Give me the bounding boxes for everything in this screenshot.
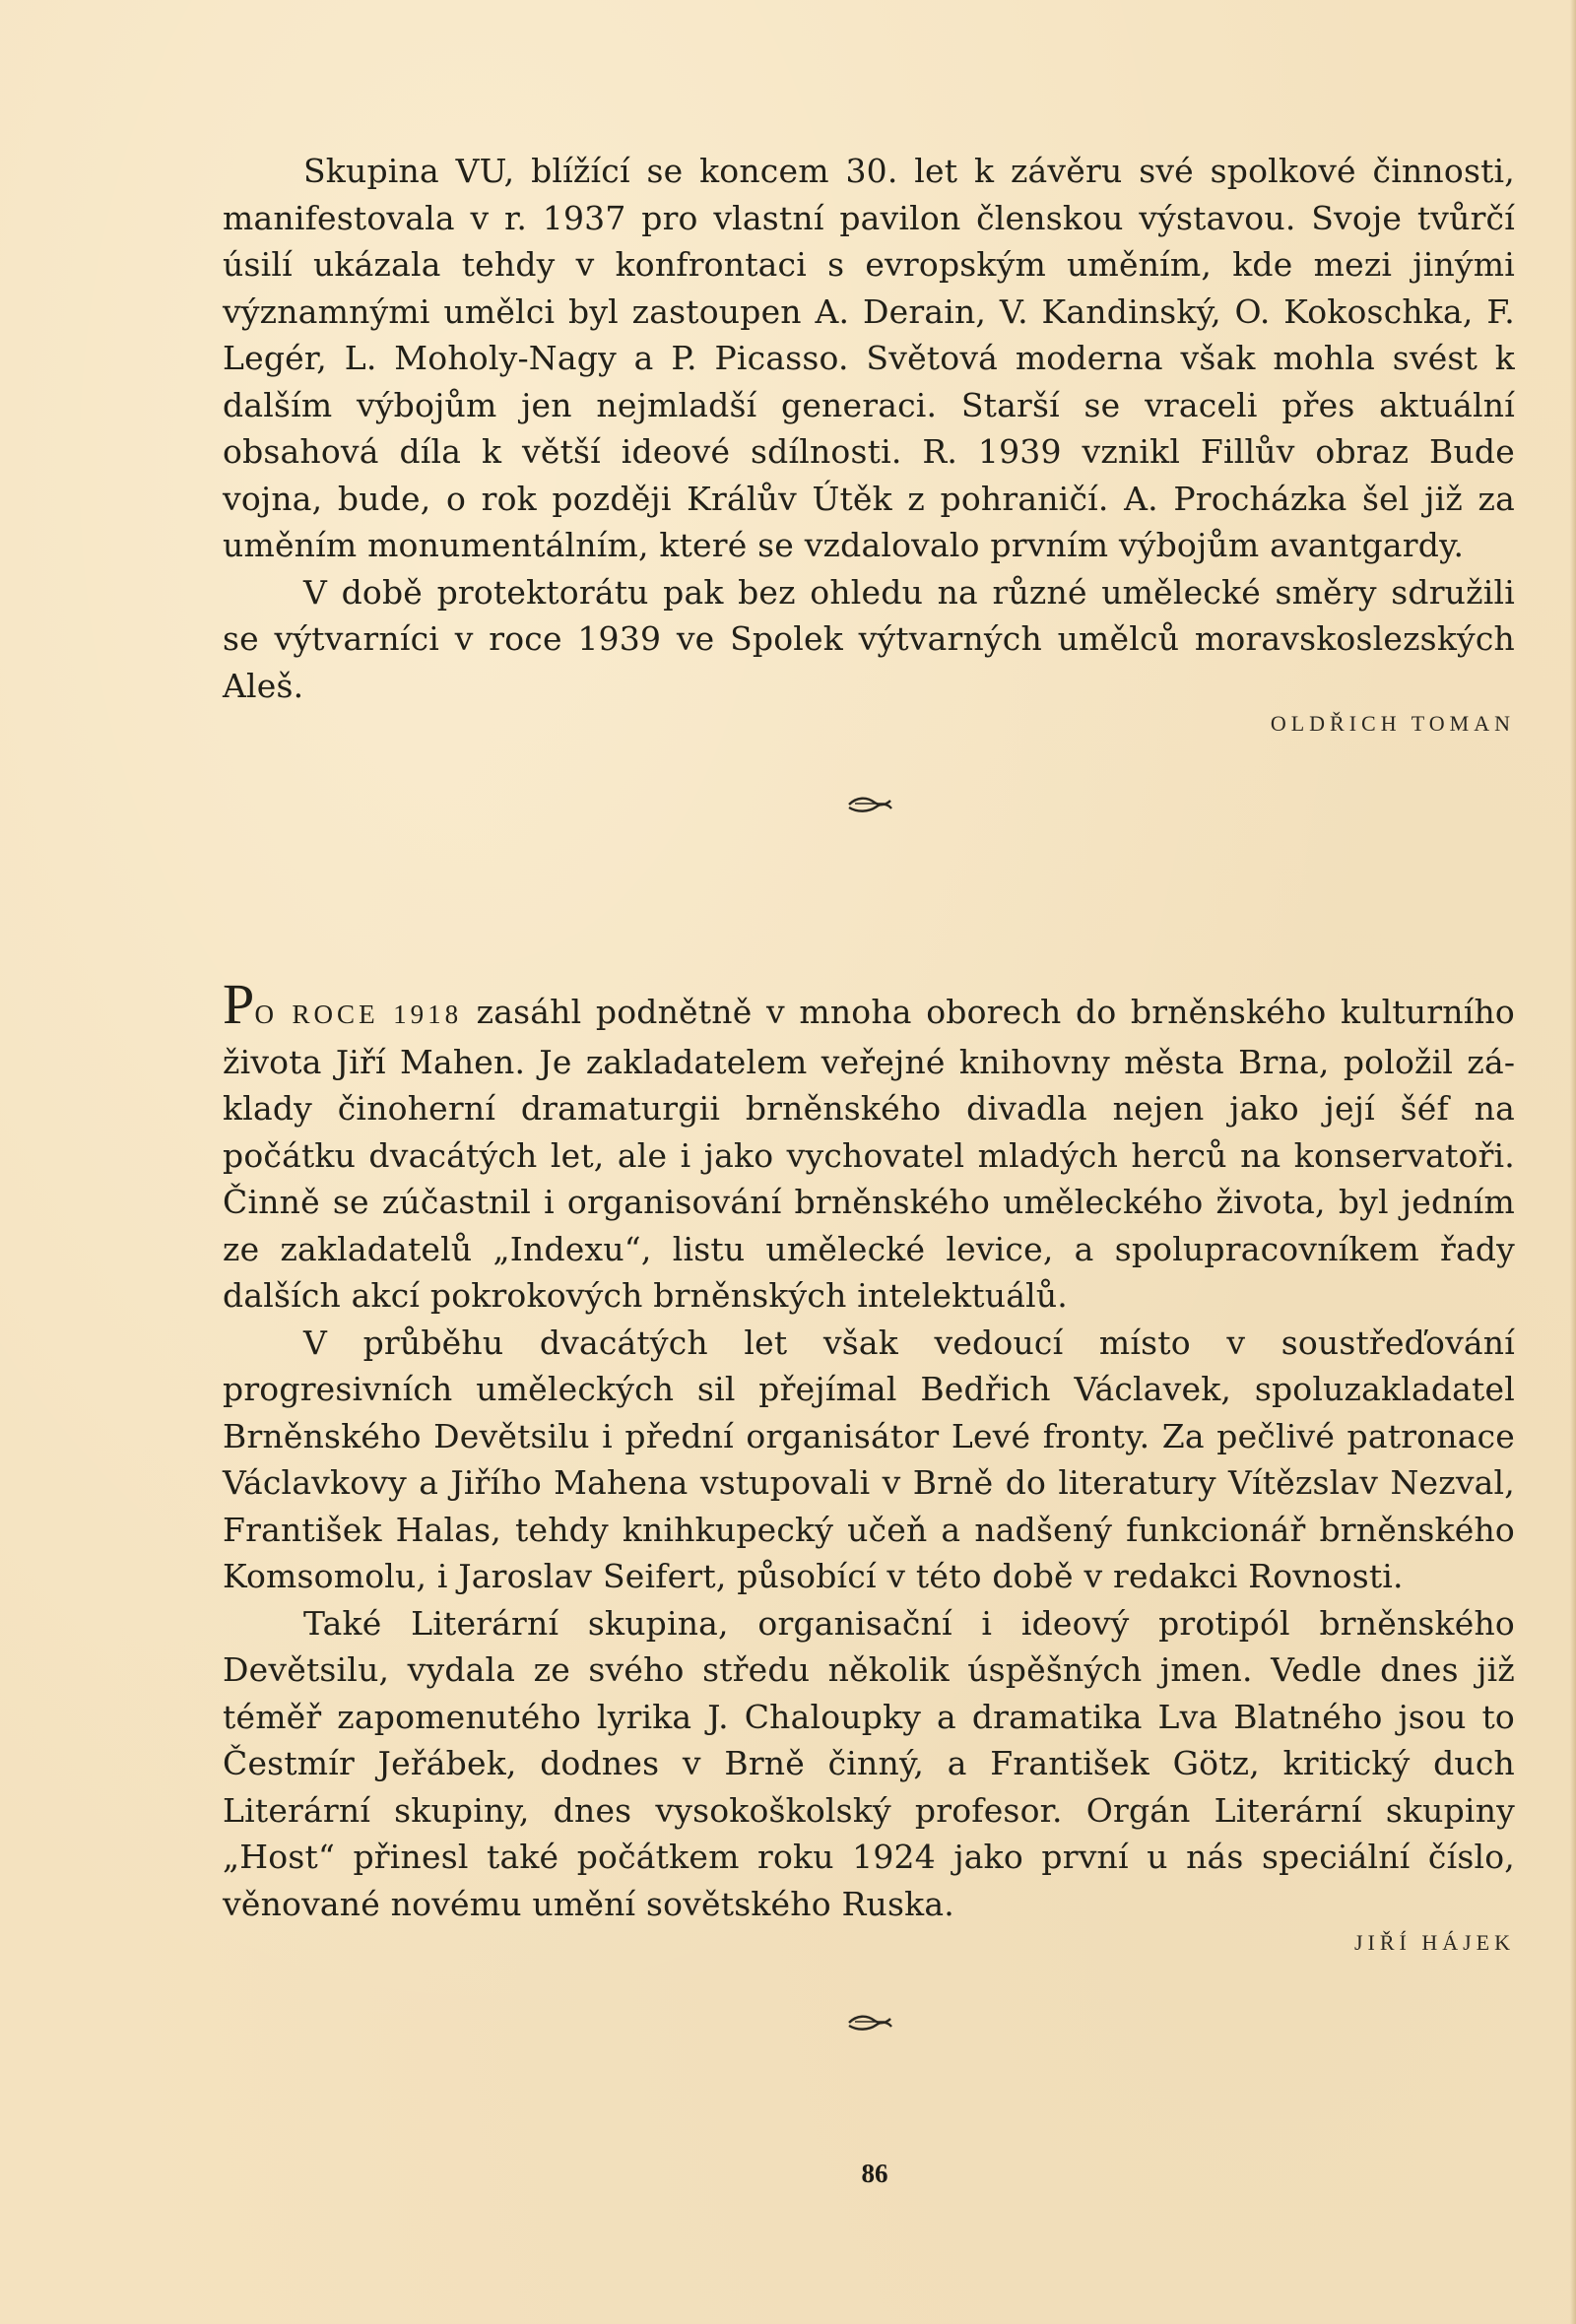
lead-smallcaps: O ROCE 1918 bbox=[254, 1000, 463, 1029]
fleuron-ornament-icon bbox=[845, 793, 894, 816]
paragraph-text: zasáhl podnětně v mnoha oborech do brněnského kulturního života Jiří Mahen. Je zakladatelem veřejné knihovny města Brna, položil základy činoherní dramaturgii brněnského divadla nejen jako její šéf na počátku dvacátých let, ale i jako vychovatel mladých herců na konservatoři. Činně se zúčastnil i organisování brněnského uměleckého života, byl jedním ze zakladatelů „Indexu“, listu umělecké levice, a spolupracovníkem řady dalších akcí pokrokových brněnských intelektuálů. bbox=[223, 993, 1515, 1315]
paragraph: Skupina VU, blížící se koncem 30. let k závěru své spolkové činnosti, manifestovala v r. 1937 pro vlastní pavilon členskou výstavou. Svoje tvůrčí úsilí ukázala tehdy v konfrontaci s evropským uměním, kde mezi jinými významnými umělci byl zastoupen A. Derain, V. Kandinský, O. Kokoschka, F. Legér, L. Moholy-Nagy a P. Picasso. Světová moderna však mohla svést k dalším výbojům jen nejmladší generaci. Starší se vraceli přes aktuální obsahová díla k větší ideové sdílnosti. R. 1939 vznikl Fillův obraz Bude vojna, bude, o rok později Králův Útěk z pohraničí. A. Procházka šel již za uměním monumentálním, které se vzdalovalo prvním výbojům avantgardy. bbox=[223, 152, 1515, 564]
paragraph: V době protektorátu pak bez ohledu na různé umělecké směry sdružili se výtvarníci v roce 1939 ve Spolek výtvarných umělců moravskoslezských Aleš. bbox=[223, 572, 1515, 705]
page-number: 86 bbox=[861, 2159, 888, 2188]
article-hajek bbox=[223, 972, 1515, 1927]
paragraph bbox=[223, 972, 1515, 1320]
article-toman bbox=[223, 148, 1515, 709]
fleuron-ornament-icon bbox=[845, 2011, 894, 2034]
drop-cap: P bbox=[223, 972, 255, 1036]
author-signature: JIŘÍ HÁJEK bbox=[1353, 1930, 1515, 1955]
paragraph: V průběhu dvacátých let však vedoucí místo v soustřeďování progresivních uměleckých sil přejímal Bedřich Václavek, spoluzakladatel Brněnského Devětsilu i přední organisátor Levé fronty. Za pečlivé patronace Václavkovy a Jiřího Mahena vstupovali v Brně do literatury Vítězslav Nezval, František Halas, tehdy knihkupecký učeň a nadšený funkcionář brněnského Komsomolu, i Jaroslav Seifert, působící v této době v redakci Rovnosti. bbox=[223, 1323, 1515, 1595]
author-signature: OLDŘICH TOMAN bbox=[1270, 711, 1515, 736]
page-edge bbox=[1570, 0, 1576, 2324]
paragraph: Také Literární skupina, organisační i ideový protipól brněnského Devětsilu, vydala ze svého středu několik úspěšných jmen. Vedle dnes již téměř zapomenutého lyrika J. Chaloupky a dramatika Lva Blatného jsou to Čestmír Jeřábek, dodnes v Brně činný, a František Götz, kritický duch Literární skupiny, dnes vysokoškolský profesor. Orgán Literární skupiny „Host“ přinesl také počátkem roku 1924 jako první u nás speciální číslo, věnované novému umění sovětského Ruska. bbox=[223, 1603, 1515, 1923]
